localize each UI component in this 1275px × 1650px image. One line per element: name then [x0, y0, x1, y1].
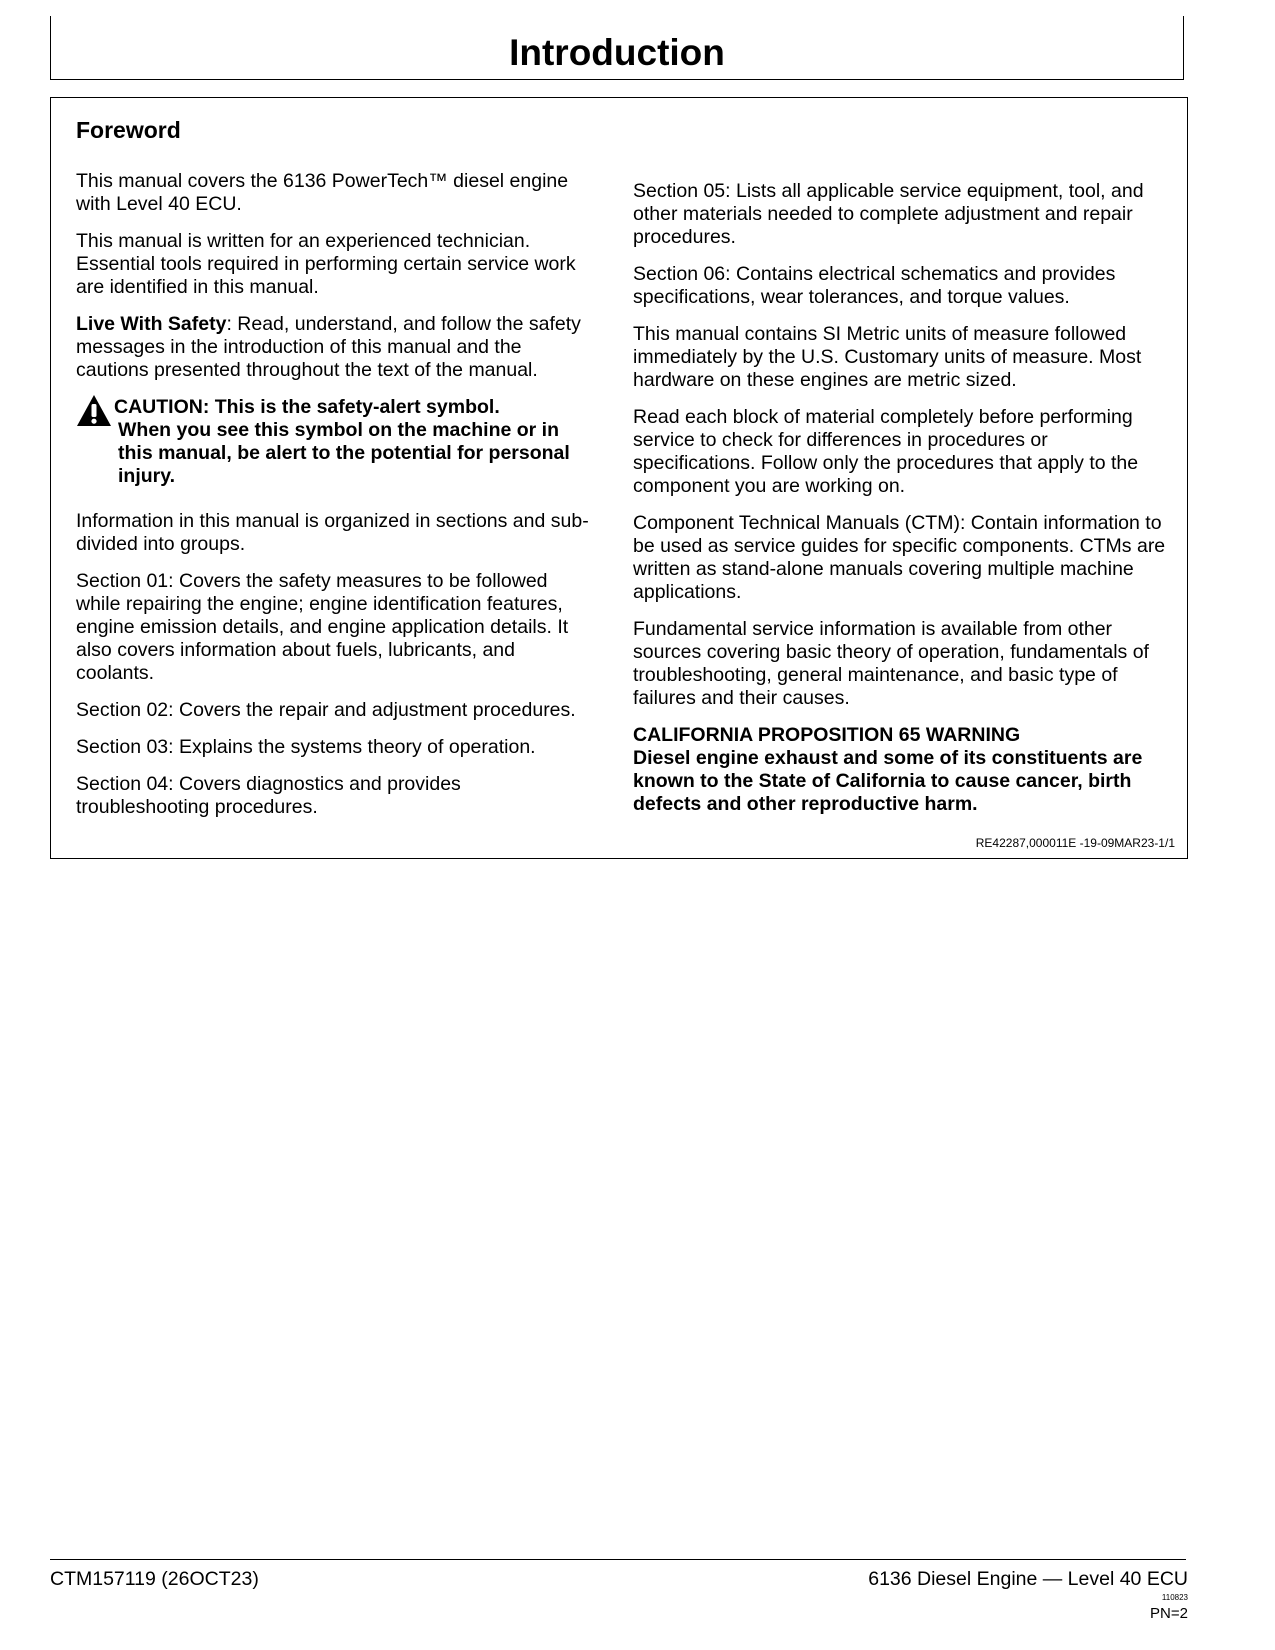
caution-text: When you see this symbol on the machine or in this manual, be alert to the potential for personal injury.: [118, 419, 570, 487]
paragraph: Section 06: Contains electrical schematics and provides specifications, wear tolerances, and torque values.: [633, 263, 1116, 308]
paragraph: Fundamental service information is available from other sources covering basic theory of operation, fundamentals of troubleshooting, general maintenance, and basic type of failures and their causes.: [633, 618, 1149, 709]
prop65-warning: [633, 724, 1168, 816]
warning-text: Diesel engine exhaust and some of its constituents are known to the State of California to cause cancer, birth defects and other reproductive harm.: [633, 747, 1143, 815]
paragraph: Read each block of material completely before performing service to check for differences in procedures or specifications. Follow only the procedures that apply to the component you are working on.: [633, 406, 1139, 497]
paragraph: This manual is written for an experienced technician. Essential tools required in performing certain service work are identified in this manual.: [76, 230, 576, 298]
paragraph: This manual covers the 6136 PowerTech™ diesel engine with Level 40 ECU.: [76, 170, 569, 215]
paragraph: Section 04: Covers diagnostics and provides troubleshooting procedures.: [76, 773, 461, 818]
manual-title: 6136 Diesel Engine — Level 40 ECU: [868, 1568, 1188, 1590]
paragraph: Component Technical Manuals (CTM): Contain information to be used as service guides for specific components. CTMs are written as stand-alone manuals covering multiple machine applications.: [633, 512, 1166, 603]
paragraph: Section 01: Covers the safety measures to be followed while repairing the engine; engine identification features, engine emission details, and engine application details. It also covers information about fuels, lubricants, and coolants.: [76, 570, 569, 684]
warning-title: CALIFORNIA PROPOSITION 65 WARNING: [633, 724, 1021, 746]
footer-code: 110823: [1161, 1593, 1188, 1602]
foreword-section: [50, 97, 1188, 859]
safety-alert-icon: [76, 394, 112, 428]
safety-label: Live With Safety: [76, 313, 227, 335]
page-header: [50, 16, 1184, 80]
document-reference: RE42287,000011E -19-09MAR23-1/1: [975, 836, 1175, 850]
section-heading: Foreword: [76, 117, 181, 143]
paragraph: Section 02: Covers the repair and adjustment procedures.: [76, 699, 576, 721]
paragraph: This manual contains SI Metric units of measure followed immediately by the U.S. Customary units of measure. Most hardware on these engines are metric sized.: [633, 323, 1142, 391]
footer-divider: [50, 1559, 1186, 1560]
page-number: PN=2: [1150, 1605, 1188, 1622]
safety-text: : Read, understand, and follow the safety messages in the introduction of this manual and the cautions presented throughout the text of the manual.: [76, 313, 581, 381]
paragraph: Section 03: Explains the systems theory of operation.: [76, 736, 536, 758]
paragraph: Section 05: Lists all applicable service equipment, tool, and other materials needed to complete adjustment and repair procedures.: [633, 180, 1144, 248]
manual-id: CTM157119 (26OCT23): [50, 1568, 259, 1590]
right-column: [633, 180, 1168, 816]
paragraph: Information in this manual is organized in sections and sub-divided into groups.: [76, 510, 589, 555]
caution-heading: CAUTION: This is the safety-alert symbol.: [114, 396, 500, 418]
paragraph: [76, 313, 596, 382]
caution-block: [76, 396, 596, 488]
page-title: Introduction: [509, 32, 725, 73]
left-column: [76, 170, 596, 833]
